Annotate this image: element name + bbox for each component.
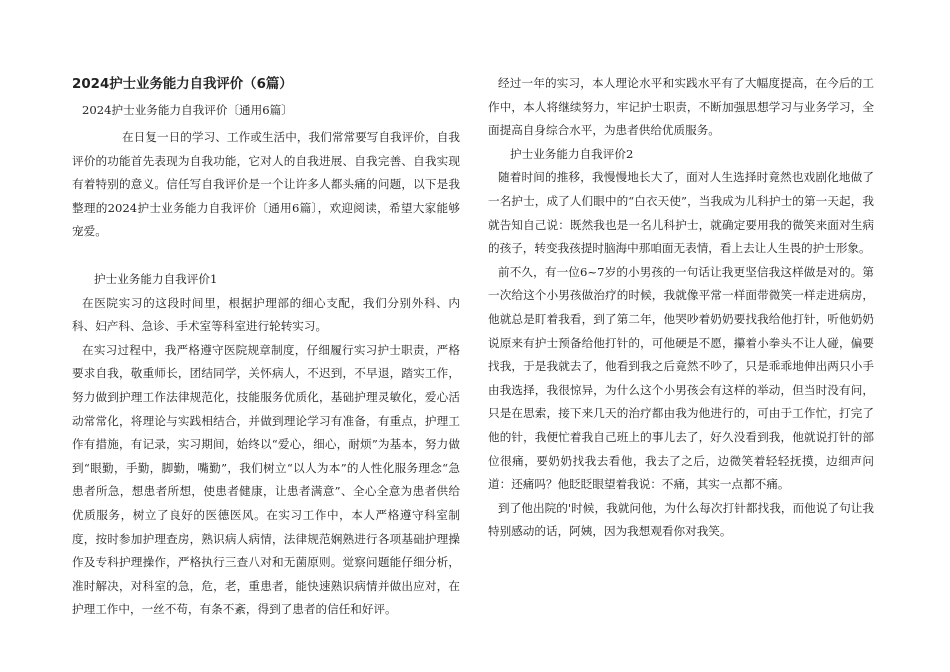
section-heading-1: 护士业务能力自我评价1 — [94, 271, 218, 286]
section1-paragraph: 在医院实习的这段时间里，根据护理部的细心支配，我们分别外科、内科、妇产科、急诊、手术室等科室进行轮转实习。 — [72, 295, 460, 334]
right-column — [488, 72, 874, 544]
section1-paragraph: 经过一年的实习，本人理论水平和实践水平有了大幅度提高，在今后的工作中，本人将继续努力，牢记护士职责，不断加强思想学习与业务学习，全面提高自身综合水平，为患者供给优质服务。 — [488, 76, 874, 138]
section2-paragraph: 到了他出院的'时候，我就问他，为什么每次打针都找我，而他说了句让我特别感动的话，阿姨，因为我想观看你对我笑。 — [488, 500, 874, 539]
section2-paragraph: 随着时间的推移，我慢慢地长大了，面对人生选择时竟然也戏剧化地做了一名护士，成了人们眼中的“白衣天使”，当我成为儿科护士的第一天起，我就告知自己说：既然我也是一名儿科护士，就确定要用我的微笑来面对生病的孩子，转变我孩提时脑海中那咱面无表情，看上去让人生畏的护士形象。 — [488, 170, 874, 256]
spacer — [72, 244, 460, 268]
section2-paragraph: 前不久，有一位6~7岁的小男孩的一句话让我更坚信我这样做是对的。第一次给这个小男孩做治疗的时候，我就像平常一样面带微笑一样走进病房，他就总是盯着我看，到了第二年，他哭吵着奶奶要找我给他打针，听他奶奶说原来有护士预备给他打针的，可他硬是不愿，攥着小拳头不让人碰，偏要找我，于是我就去了，他看到我之后竟然不吵了，只是乖乖地伸出两只小手由我选择，我很惊异，为什么这个小男孩会有这样的举动，但当时没有问，只是在思索，接下来几天的治疗都由我为他进行的，可由于工作忙，打完了他的针，我便忙着我自己班上的事儿去了，好久没看到我，他就说打针的部位很痛，要奶奶找我去看他，我去了之后，边微笑着轻轻抚摸，边细声问道：还痛吗？他眨眨眼望着我说：不痛，其实一点都不痛。 — [488, 264, 874, 492]
section-heading-2: 护士业务能力自我评价2 — [510, 146, 634, 161]
page-title: 2024护士业务能力自我评价（6篇） — [72, 77, 293, 92]
intro-paragraph: 在日复一日的学习、工作或生活中，我们常常要写自我评价，自我评价的功能首先表现为自我功能，它对人的自我进展、自我完善、自我实现有着特别的意义。信任写自我评价是一个让许多人都头痛的问题，以下是我整理的2024护士业务能力自我评价〔通用6篇〕，欢迎阅读，希望大家能够宠爱。 — [72, 130, 460, 239]
section1-paragraph: 在实习过程中，我严格遵守医院规章制度，仔细履行实习护士职责，严格要求自我，敬重师长，团结同学，关怀病人，不迟到，不早退，踏实工作，努力做到护理工作法律规范化，技能服务优质化，基础护理灵敏化，爱心活动常常化，将理论与实践相结合，并做到理论学习有准备，有重点，护理工作有措施，有记录，实习期间，始终以“爱心，细心，耐烦”为基本，努力做到“眼勤，手勤，脚勤，嘴勤”，我们树立“以人为本”的人性化服务理念“急患者所急，想患者所想，使患者健康，让患者满意”、全心全意为患者供给优质服务，树立了良好的医德医风。在实习工作中，本人严格遵守科室制度，按时参加护理查房，熟识病人病情，法律规范娴熟进行各项基础护理操作及专科护理操作，严格执行三查八对和无菌原则。觉察问题能仔细分析，准时解决，对科室的急，危，老，重患者，能快速熟识病情并做出应对，在护理工作中，一丝不苟，有条不紊，得到了患者的信任和好评。 — [72, 342, 460, 617]
left-column — [72, 72, 460, 622]
page-subtitle: 2024护士业务能力自我评价〔通用6篇〕 — [82, 103, 293, 117]
